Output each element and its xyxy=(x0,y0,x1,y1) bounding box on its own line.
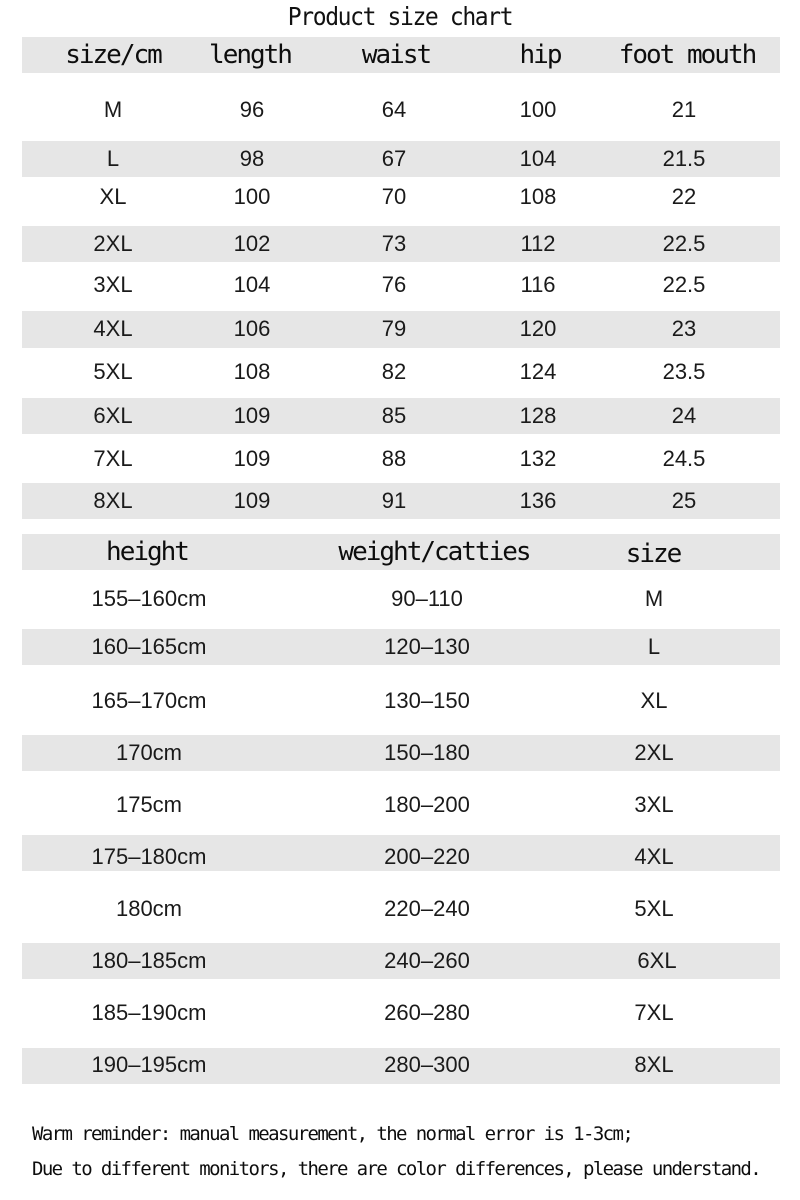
cell-length: 100 xyxy=(233,184,271,209)
cell-size: XL xyxy=(99,184,127,209)
cell-hip: 116 xyxy=(520,272,556,297)
table-row xyxy=(0,92,800,128)
cell-hip: 124 xyxy=(519,359,557,384)
table-row xyxy=(0,179,800,215)
measurement-note: Warm reminder: manual measurement, the normal error is 1-3cm; xyxy=(32,1123,633,1145)
cell-size: L xyxy=(106,146,120,171)
cell-hip: 120 xyxy=(519,316,557,341)
table-row xyxy=(0,267,800,303)
cell-foot-mouth: 22.5 xyxy=(662,231,706,256)
cell-length: 109 xyxy=(233,403,271,428)
cell-size: 2XL xyxy=(634,740,674,765)
cell-waist: 88 xyxy=(381,446,407,471)
cell-size: 6XL xyxy=(637,948,677,973)
cell-length: 98 xyxy=(239,146,265,171)
cell-weight: 120–130 xyxy=(384,634,470,659)
cell-waist: 73 xyxy=(381,231,407,256)
cell-size: M xyxy=(644,586,664,611)
cell-hip: 128 xyxy=(519,403,557,428)
cell-size: 6XL xyxy=(93,403,133,428)
cell-weight: 240–260 xyxy=(384,948,470,973)
cell-height: 180–185cm xyxy=(91,948,207,973)
cell-weight: 130–150 xyxy=(384,688,470,713)
cell-height: 180cm xyxy=(115,896,183,921)
cell-hip: 108 xyxy=(519,184,557,209)
table-row xyxy=(0,629,800,665)
cell-size: 2XL xyxy=(93,231,133,256)
cell-weight: 260–280 xyxy=(384,1000,470,1025)
cell-height: 165–170cm xyxy=(91,688,207,713)
cell-length: 104 xyxy=(233,272,271,297)
cell-weight: 220–240 xyxy=(384,896,470,921)
cell-height: 170cm xyxy=(115,740,183,765)
cell-size: 5XL xyxy=(634,896,674,921)
cell-waist: 70 xyxy=(381,184,407,209)
cell-weight: 200–220 xyxy=(384,844,470,869)
cell-height: 175cm xyxy=(115,792,183,817)
cell-size: 7XL xyxy=(93,446,133,471)
cell-waist: 79 xyxy=(381,316,407,341)
table-row xyxy=(0,787,800,823)
table-row xyxy=(0,141,800,177)
cell-waist: 67 xyxy=(381,146,407,171)
cell-length: 109 xyxy=(233,488,271,513)
table-row xyxy=(0,891,800,927)
cell-foot-mouth: 22.5 xyxy=(662,272,706,297)
header-length: length xyxy=(209,40,291,70)
color-difference-note: Due to different monitors, there are color differences, please understand. xyxy=(32,1158,761,1180)
cell-weight: 280–300 xyxy=(384,1052,470,1077)
cell-foot-mouth: 24.5 xyxy=(662,446,706,471)
cell-waist: 64 xyxy=(381,97,407,122)
cell-height: 190–195cm xyxy=(91,1052,207,1077)
cell-foot-mouth: 21 xyxy=(671,97,697,122)
header-waist: waist xyxy=(361,40,431,70)
cell-size: 8XL xyxy=(93,488,133,513)
header-height: height xyxy=(106,537,188,567)
header-weight: weight/catties xyxy=(338,537,530,567)
table-row xyxy=(0,943,800,979)
cell-hip: 100 xyxy=(519,97,557,122)
cell-size: 4XL xyxy=(93,316,133,341)
cell-length: 96 xyxy=(239,97,265,122)
cell-hip: 132 xyxy=(519,446,557,471)
cell-foot-mouth: 23.5 xyxy=(662,359,706,384)
cell-hip: 112 xyxy=(520,231,556,256)
cell-foot-mouth: 25 xyxy=(671,488,697,513)
table-row xyxy=(0,441,800,477)
cell-foot-mouth: 24 xyxy=(671,403,697,428)
cell-weight: 90–110 xyxy=(391,586,463,611)
table-row xyxy=(0,839,800,875)
table-row xyxy=(0,354,800,390)
table-row xyxy=(0,735,800,771)
cell-height: 175–180cm xyxy=(91,844,207,869)
table-row xyxy=(0,581,800,617)
table-row xyxy=(0,683,800,719)
cell-waist: 91 xyxy=(381,488,407,513)
cell-size: 4XL xyxy=(634,844,674,869)
cell-size: 3XL xyxy=(93,272,133,297)
table-row xyxy=(0,483,800,519)
cell-foot-mouth: 23 xyxy=(671,316,697,341)
cell-waist: 85 xyxy=(381,403,407,428)
table-row xyxy=(0,1047,800,1083)
cell-size: XL xyxy=(640,688,668,713)
cell-height: 155–160cm xyxy=(91,586,207,611)
cell-foot-mouth: 22 xyxy=(671,184,697,209)
cell-size: L xyxy=(647,634,661,659)
cell-length: 106 xyxy=(233,316,271,341)
table-row xyxy=(0,311,800,347)
table-row xyxy=(0,995,800,1031)
cell-height: 185–190cm xyxy=(91,1000,207,1025)
fit-table-header xyxy=(0,534,800,570)
cell-waist: 82 xyxy=(381,359,407,384)
cell-hip: 136 xyxy=(519,488,557,513)
header-size: size/cm xyxy=(65,40,161,70)
size-table-header xyxy=(0,37,800,73)
cell-weight: 150–180 xyxy=(384,740,470,765)
cell-size: 7XL xyxy=(634,1000,674,1025)
cell-length: 102 xyxy=(233,231,271,256)
header-hip: hip xyxy=(519,40,561,70)
cell-waist: 76 xyxy=(381,272,407,297)
cell-foot-mouth: 21.5 xyxy=(662,146,706,171)
cell-weight: 180–200 xyxy=(384,792,470,817)
cell-size: 5XL xyxy=(93,359,133,384)
cell-height: 160–165cm xyxy=(91,634,207,659)
cell-length: 108 xyxy=(233,359,271,384)
table-row xyxy=(0,398,800,434)
cell-hip: 104 xyxy=(519,146,557,171)
page-title: Product size chart xyxy=(287,2,513,31)
header-foot-mouth: foot mouth xyxy=(618,40,756,70)
header-size: size xyxy=(625,539,681,569)
cell-size: M xyxy=(103,97,123,122)
cell-size: 8XL xyxy=(634,1052,674,1077)
cell-size: 3XL xyxy=(634,792,674,817)
table-row xyxy=(0,226,800,262)
cell-length: 109 xyxy=(233,446,271,471)
